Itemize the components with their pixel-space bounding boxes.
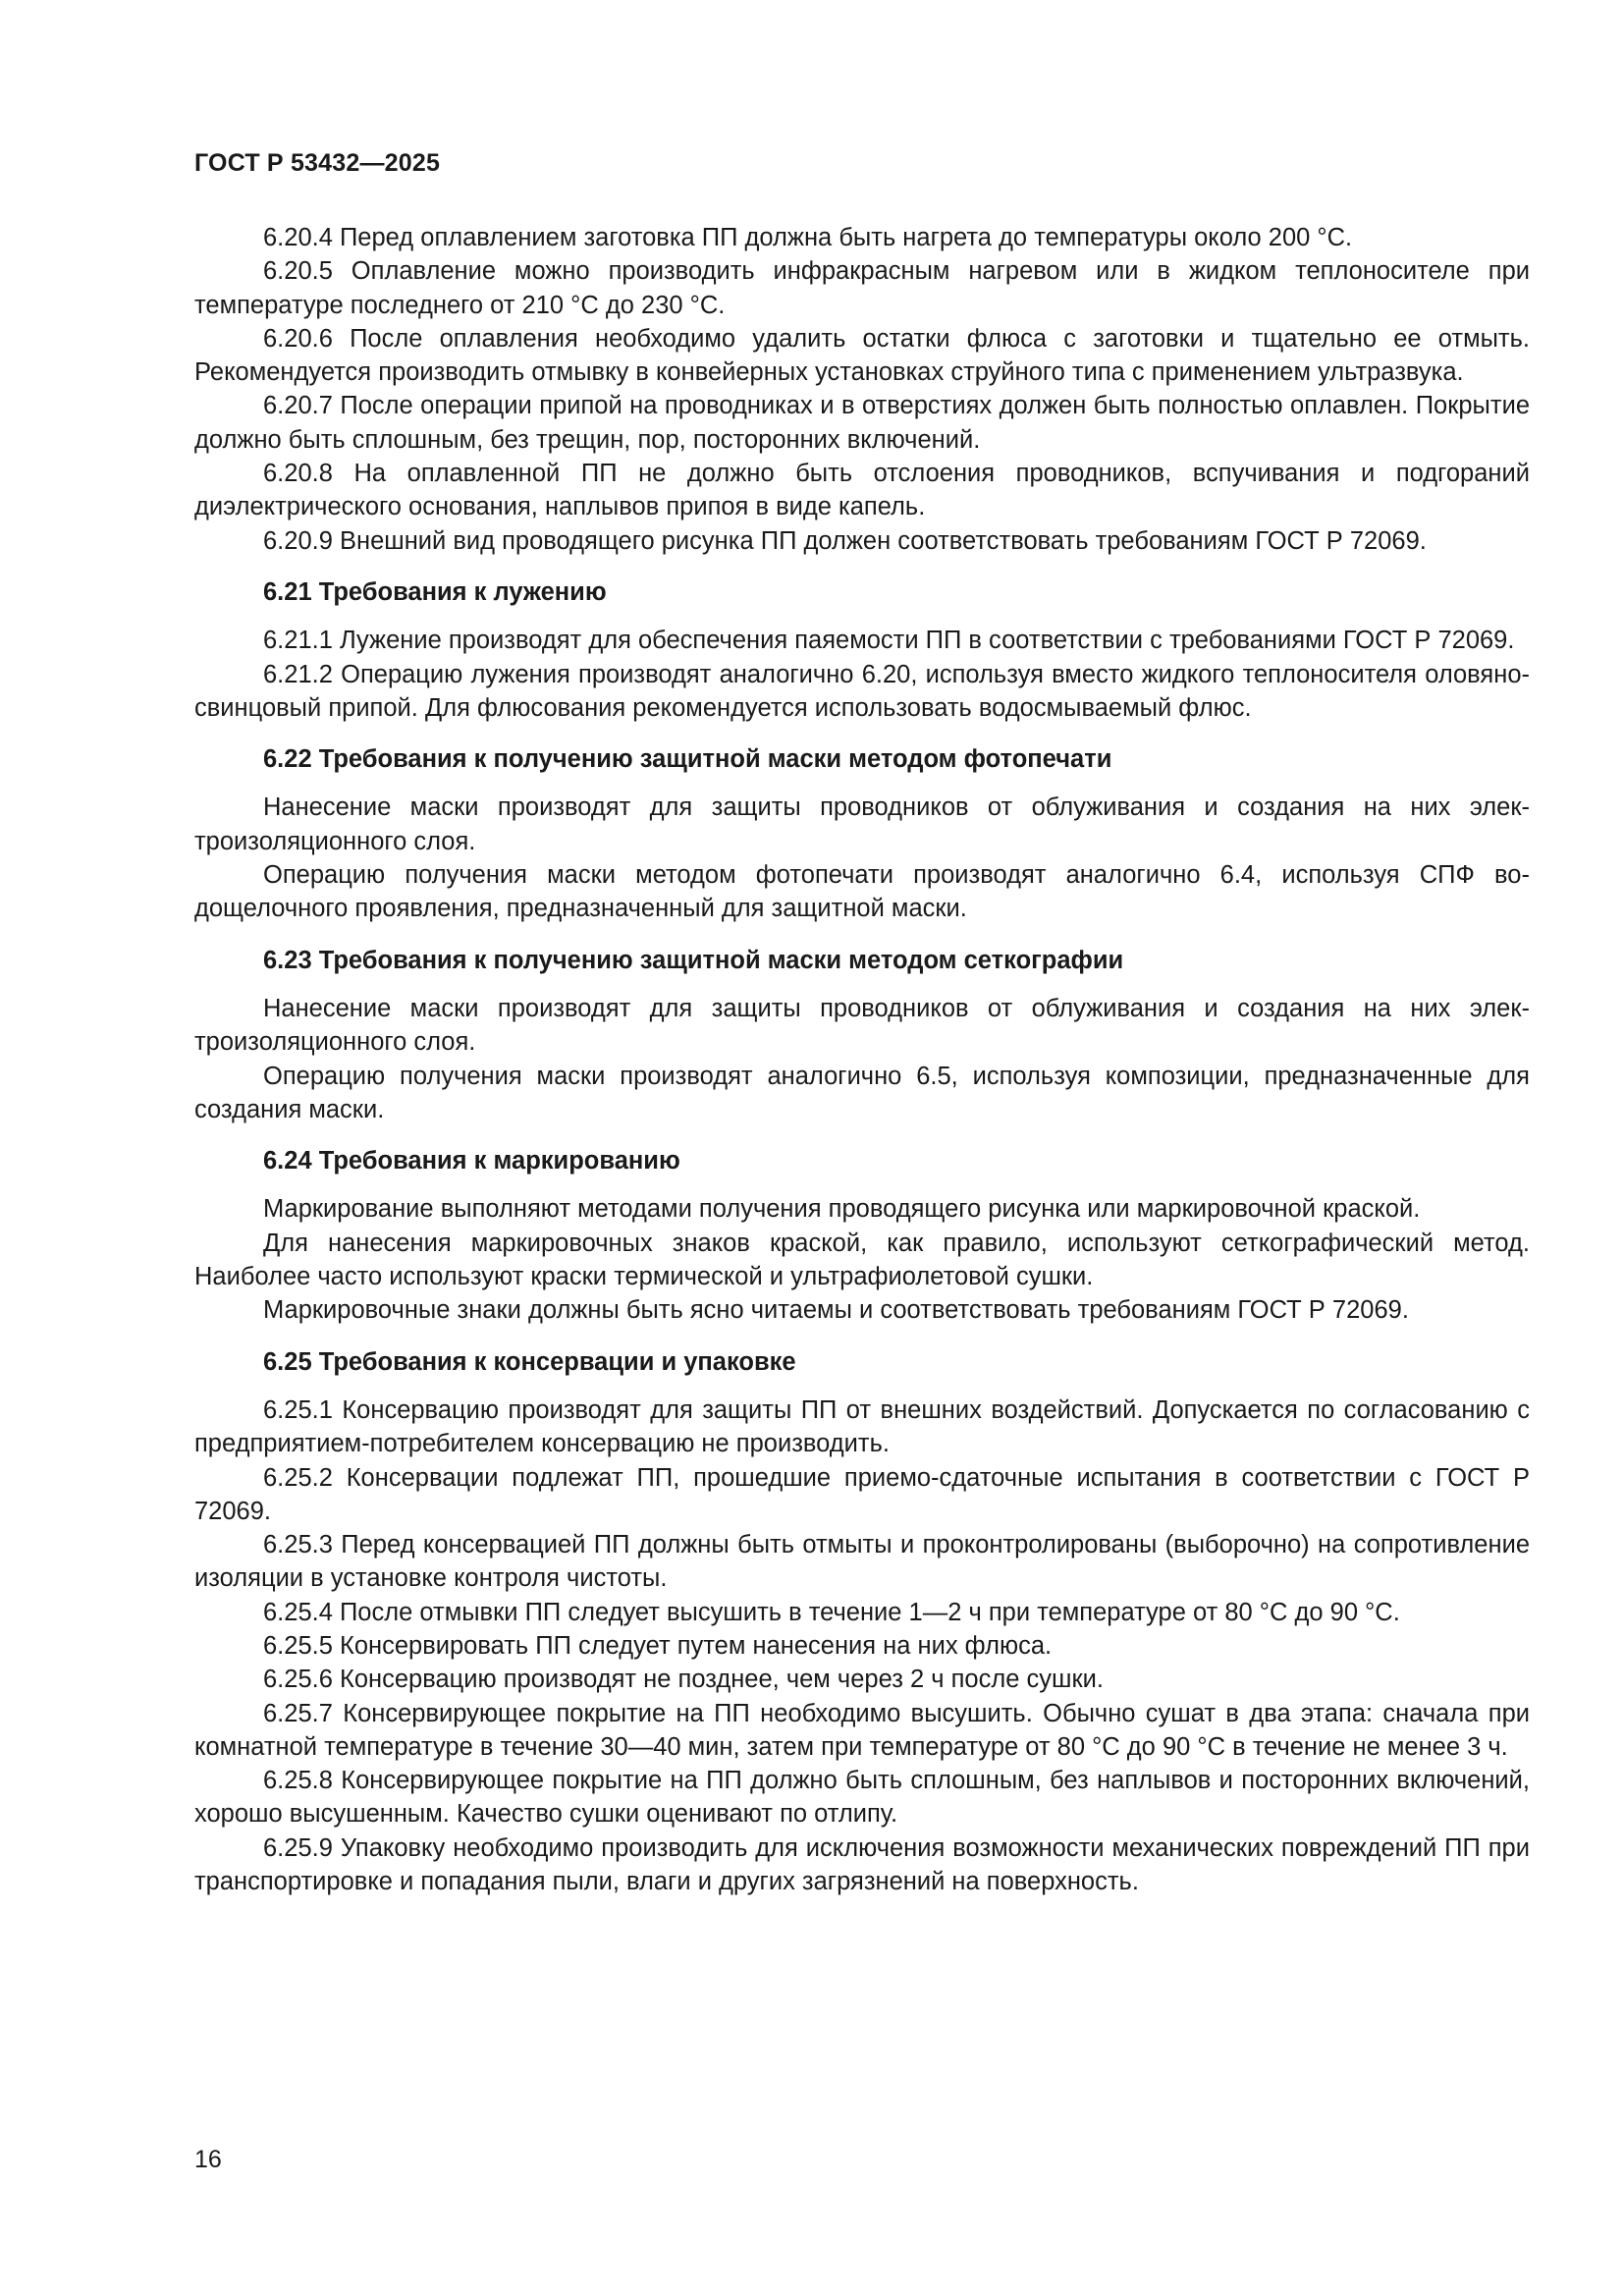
paragraph-6-24-a: Маркирование выполняют методами получения проводящего рисунка или маркировочной краской. [263, 1195, 1421, 1224]
paragraph-6-25-5: 6.25.5 Консервировать ПП следует путем нанесения на них флюса. [263, 1631, 1053, 1660]
paragraph-6-20-7: 6.20.7 После операции припой на проводниках и в отверстиях должен быть полностью оплавлен. Покрытие должно быть сплошным, без трещин, пор, посторонних включений. [194, 392, 1530, 454]
paragraph-6-25-8: 6.25.8 Консервирующее покрытие на ПП должно быть сплошным, без наплывов и посторонних включений, хорошо высушенным. Качество сушки оценивают по отлипу. [194, 1767, 1530, 1829]
paragraph-6-24-c: Маркировочные знаки должны быть ясно читаемы и соответствовать требованиям ГОСТ Р 72069. [263, 1296, 1409, 1325]
section-heading-6-23: 6.23 Требования к получению защитной маски методом сеткографии [263, 946, 1124, 974]
paragraph-6-25-9: 6.25.9 Упаковку необходимо производить для исключения возможности механических повреждений ПП при транспортировке и попадания пыли, влаги и других загрязнений на поверхность. [194, 1833, 1530, 1896]
section-heading-6-22: 6.22 Требования к получению защитной маски методом фотопечати [263, 745, 1112, 774]
paragraph-6-25-3: 6.25.3 Перед консервацией ПП должны быть отмыты и проконтролированы (выборочно) на сопротивление изоляции в установке контроля чистоты. [194, 1531, 1530, 1593]
paragraph-6-25-7: 6.25.7 Консервирующее покрытие на ПП необходимо высушить. Обычно сушат в два этапа: сначала при комнатной температуре в течение 30—40 мин, затем при температуре от 80 °С до 90 °С в течение не менее 3 ч. [194, 1699, 1530, 1761]
paragraph-6-23-a: Нанесение маски производят для защиты проводников от облуживания и создания на них электроизоляционного слоя. [194, 994, 1530, 1057]
section-heading-6-25: 6.25 Требования к консервации и упаковке [263, 1347, 796, 1376]
document-body [194, 221, 1530, 1898]
paragraph-6-20-9: 6.20.9 Внешний вид проводящего рисунка ПП должен соответствовать требованиям ГОСТ Р 72069. [263, 526, 1427, 555]
paragraph-6-25-4: 6.25.4 После отмывки ПП следует высушить в течение 1—2 ч при температуре от 80 °С до 90 °С. [263, 1598, 1400, 1626]
section-heading-6-24: 6.24 Требования к маркированию [263, 1147, 680, 1175]
paragraph-6-20-4: 6.20.4 Перед оплавлением заготовка ПП должна быть нагрета до температуры около 200 °С. [263, 224, 1353, 251]
paragraph-6-25-2: 6.25.2 Консервации подлежат ПП, прошедшие приемо-сдаточные испытания в соответствии с ГОСТ Р 72069. [194, 1463, 1530, 1525]
page-number: 16 [194, 2146, 222, 2173]
document-header: ГОСТ Р 53432—2025 [194, 149, 441, 177]
paragraph-6-20-8: 6.20.8 На оплавленной ПП не должно быть отслоения проводников, вспучивания и подгораний диэлектрического основания, наплывов припоя в виде капель. [194, 460, 1530, 521]
paragraph-6-20-6: 6.20.6 После оплавления необходимо удалить остатки флюса с заготовки и тщательно ее отмыть. Рекомендуется производить отмывку в конвейерных установках струйного типа с применением ультразвука. [194, 324, 1530, 387]
paragraph-6-20-5: 6.20.5 Оплавление можно производить инфракрасным нагревом или в жидком теплоносителе при температуре последнего от 210 °С до 230 °С. [194, 257, 1530, 319]
paragraph-6-25-1: 6.25.1 Консервацию производят для защиты ПП от внешних воздействий. Допускается по согласованию с предприятием-потребителем консервацию не производить. [194, 1395, 1530, 1458]
paragraph-6-23-b: Операцию получения маски производят аналогично 6.5, используя композиции, предназначенные для создания маски. [194, 1062, 1530, 1123]
paragraph-6-25-6: 6.25.6 Консервацию производят не позднее, чем через 2 ч после сушки. [263, 1666, 1104, 1694]
paragraph-6-22-b: Операцию получения маски методом фотопечати производят аналогично 6.4, используя СПФ водощелочного проявления, предназначенный для защитной маски. [194, 861, 1530, 923]
paragraph-6-24-b: Для нанесения маркировочных знаков краской, как правило, используют сеткографический метод. Наиболее часто используют краски термической и ультрафиолетовой сушки. [194, 1229, 1530, 1291]
section-heading-6-21: 6.21 Требования к лужению [263, 577, 607, 606]
paragraph-6-21-1: 6.21.1 Лужение производят для обеспечения паяемости ПП в соответствии с требованиями ГОСТ Р 72069. [263, 627, 1515, 655]
paragraph-6-22-a: Нанесение маски производят для защиты проводников от облуживания и создания на них электроизоляционного слоя. [194, 793, 1530, 855]
paragraph-6-21-2: 6.21.2 Операцию лужения производят аналогично 6.20, используя вместо жидкого теплоносителя оловяно-свинцовый припой. Для флюсования рекомендуется использовать водосмываемый флюс. [194, 660, 1530, 722]
